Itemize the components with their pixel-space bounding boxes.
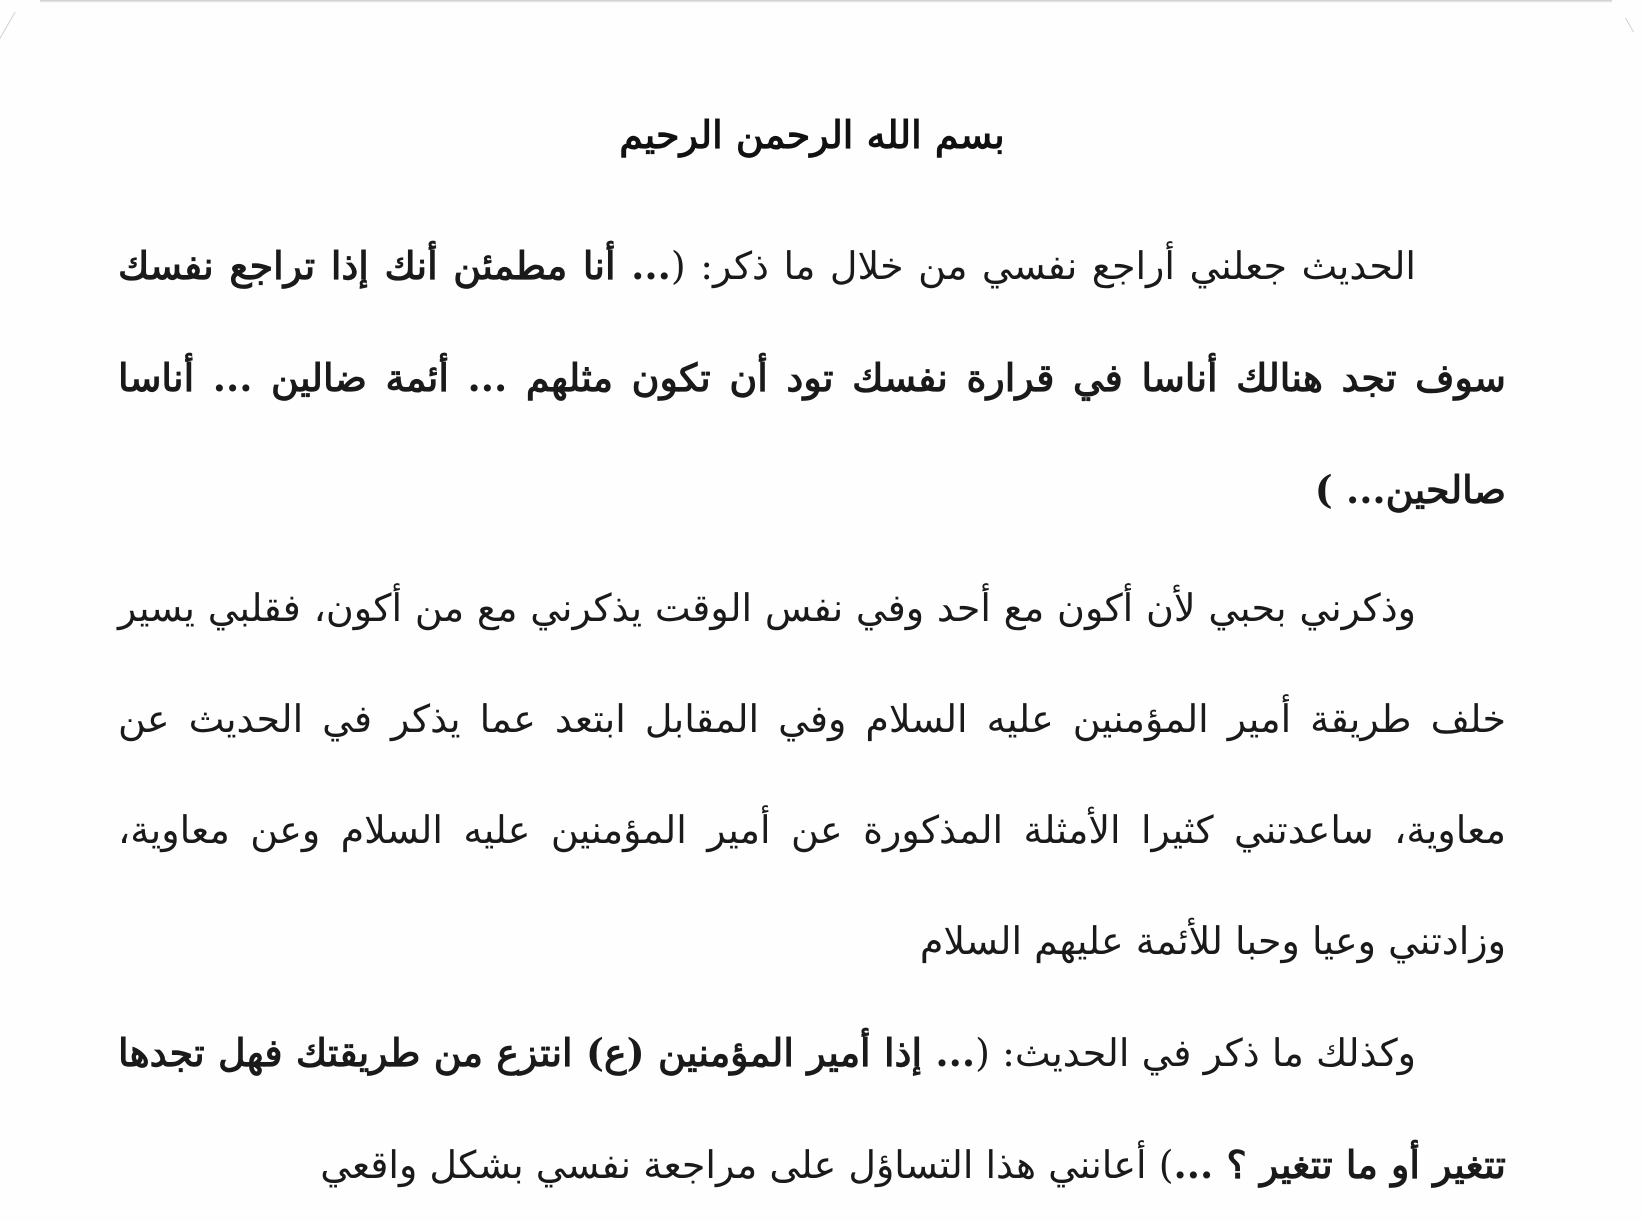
scan-corner-mark-right [1613, 18, 1634, 32]
document-title: بسم الله الرحمن الرحيم [619, 112, 1005, 157]
page-top-edge [40, 0, 1612, 3]
paragraph-1-intro: الحديث جعلني أراجع نفسي من خلال ما ذكر: ( [670, 244, 1416, 288]
paragraph-3-outro: ) أعانني هذا التساؤل على مراجعة نفسي بشكل واقعي [320, 1143, 1174, 1187]
paragraph-3 [118, 997, 1506, 1221]
paragraph-2-text: وذكرني بحبي لأن أكون مع أحد وفي نفس الوقت يذكرني مع من أكون، فقلبي يسير خلف طريقة أمير المؤمنين عليه السلام وفي المقابل ابتعد عما يذكر في الحديث عن معاوية، ساعدتني كثيرا الأمثلة المذكورة عن أمير المؤمنين عليه السلام وعن معاوية، وزادتني وعيا وحبا للأئمة عليهم السلام [118, 586, 1506, 963]
paragraph-1-quote: ... أنا مطمئن أنك إذا تراجع نفسك سوف تجد هنالك أناسا في قرارة نفسك تود أن تكون مثلهم ... أئمة ضالين ... أناسا صالحين... ) [118, 243, 1506, 512]
paragraph-3-intro: وكذلك ما ذكر في الحديث: ( [975, 1031, 1417, 1075]
scan-corner-mark-left [0, 12, 44, 42]
paragraph-1 [118, 210, 1506, 546]
paragraph-3-quote: ... إذا أمير المؤمنين (ع) انتزع من طريقتك فهل تجدها تتغير أو ما تتغير ؟ ... [118, 1030, 1506, 1187]
paragraph-2 [118, 553, 1506, 997]
